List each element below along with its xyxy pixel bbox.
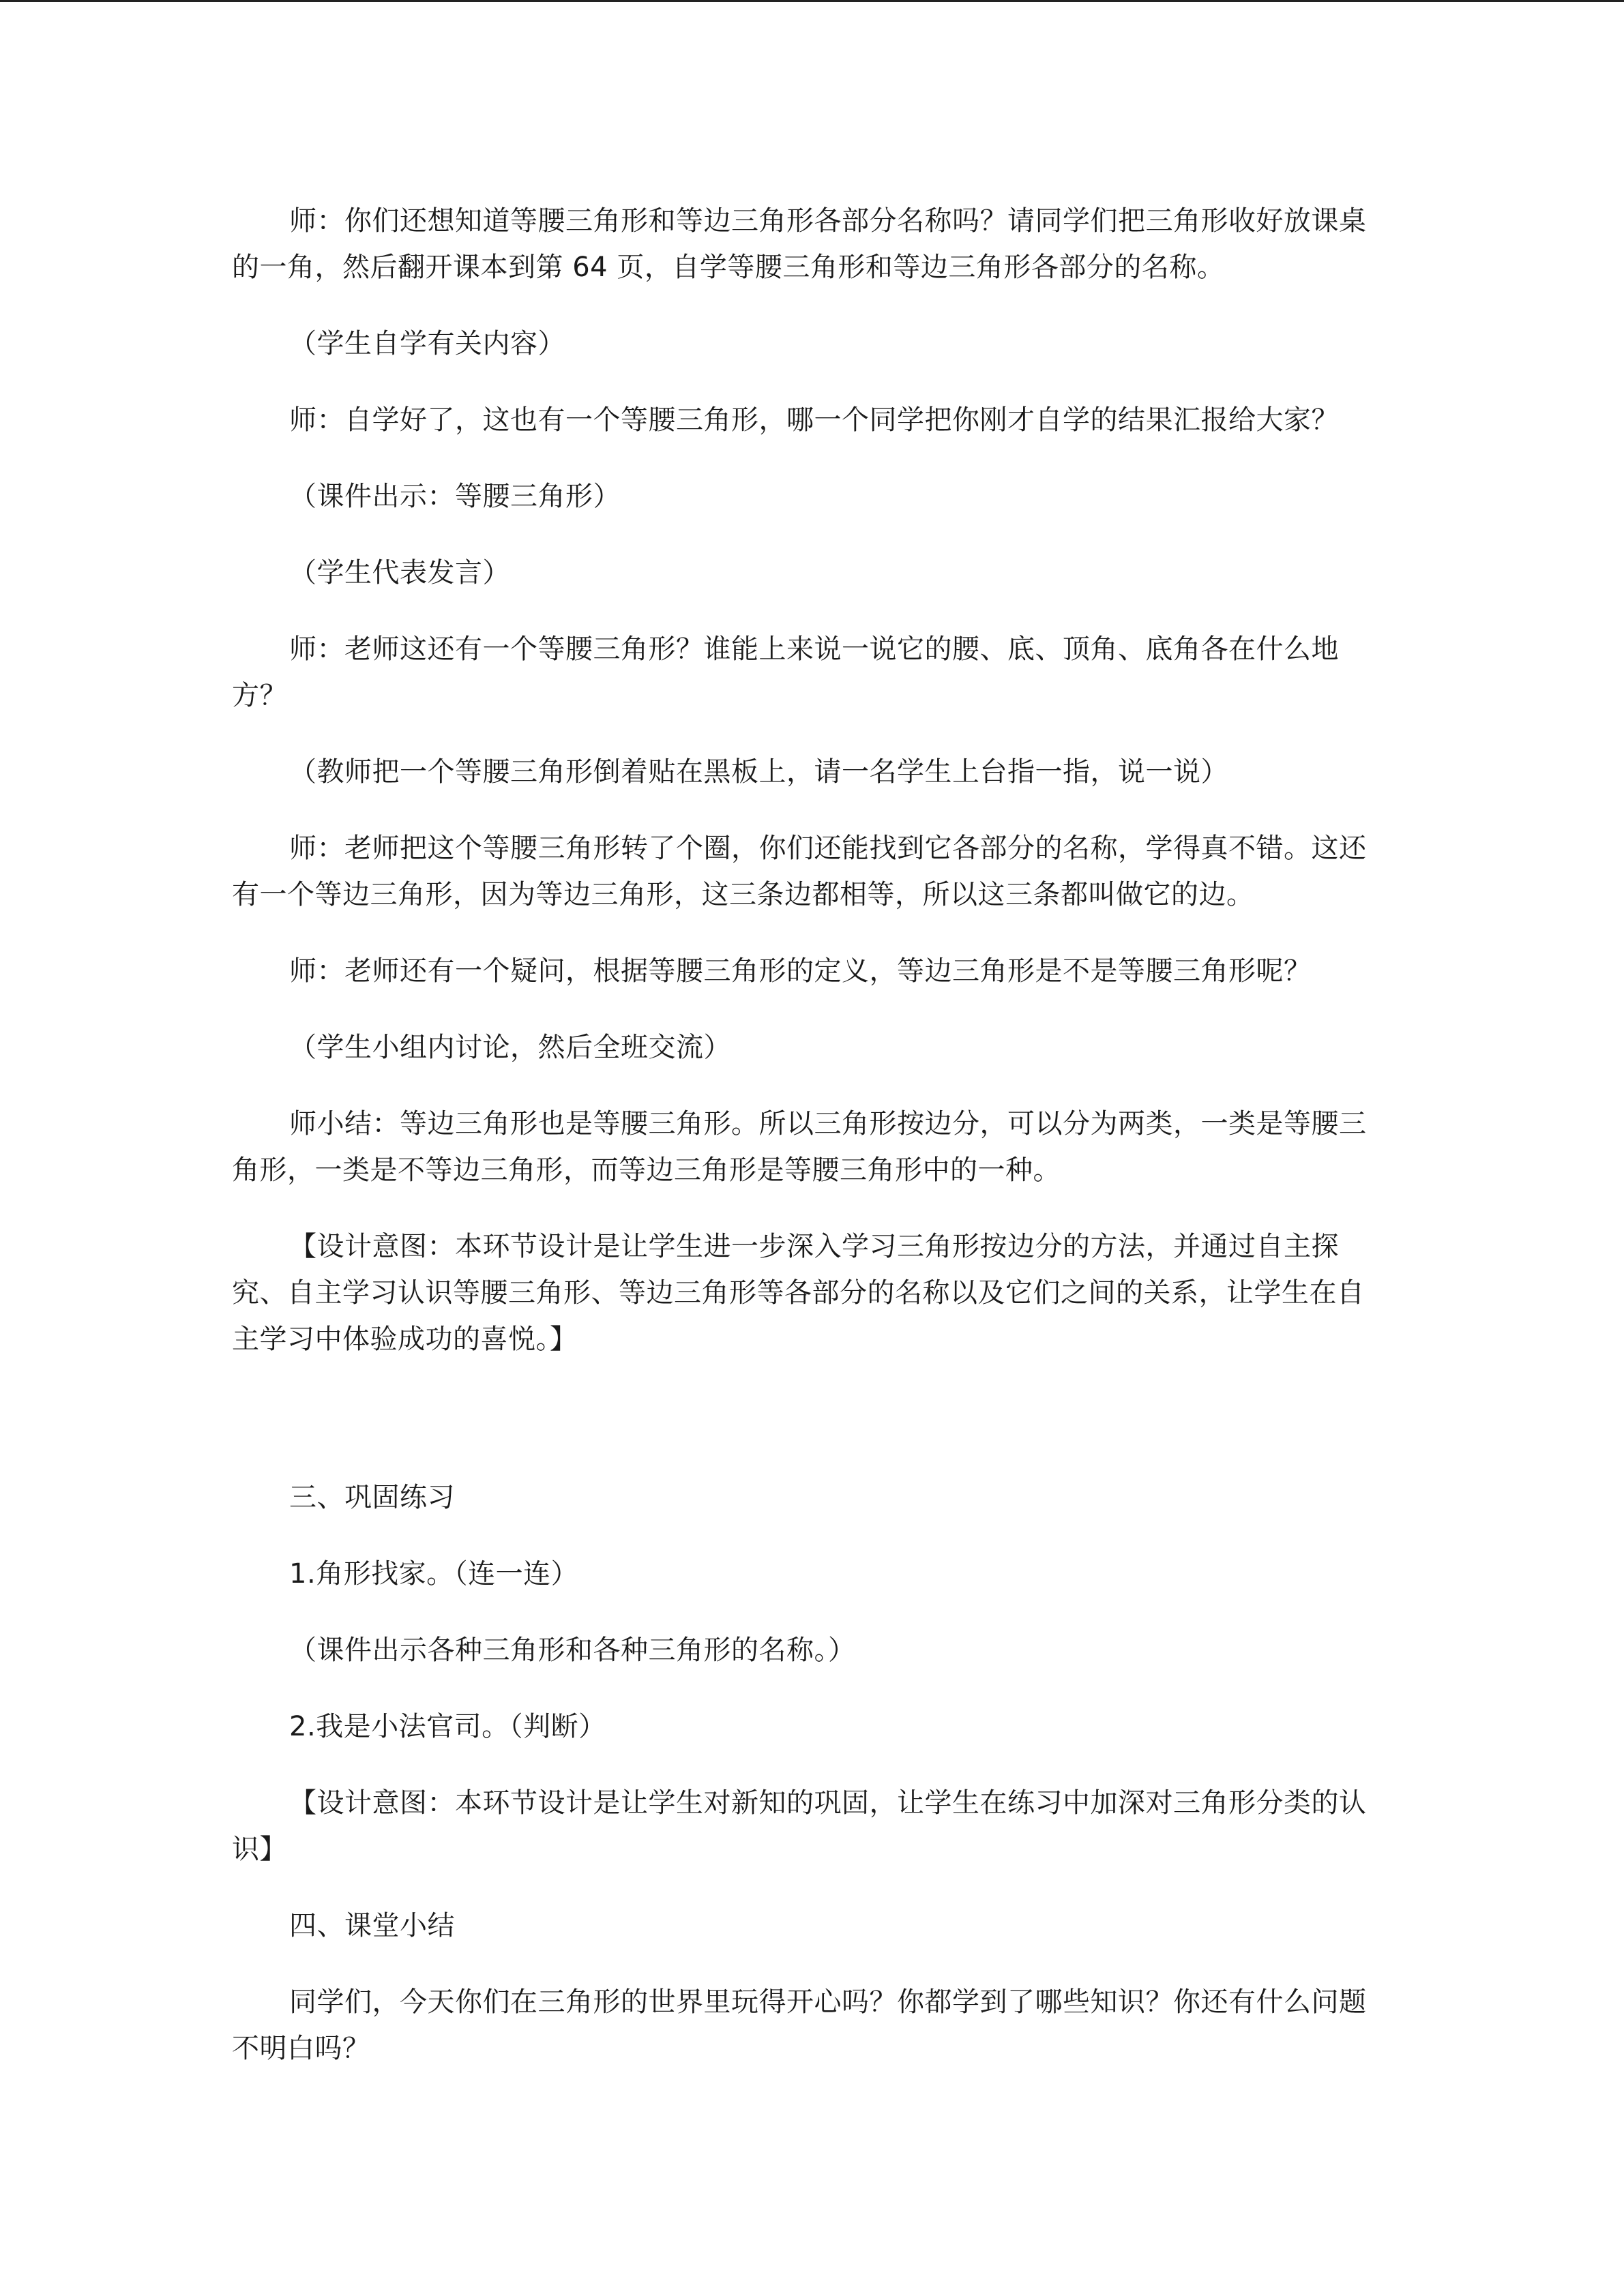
paragraph-teacher-rotate: 师：老师把这个等腰三角形转了个圈，你们还能找到它各部分的名称，学得真不错。这还有一个等边三角形，因为等边三角形，这三条边都相等，所以这三条都叫做它的边。 <box>232 833 1367 910</box>
section-gap <box>232 1392 1378 1474</box>
paragraph-design-intent-2: 【设计意图：本环节设计是让学生对新知的巩固，让学生在练习中加深对三角形分类的认识】 <box>232 1787 1367 1865</box>
section-heading-practice: 三、巩固练习 <box>289 1482 455 1513</box>
paragraph-exercise-2: 2.我是小法官司。（判断） <box>289 1711 606 1742</box>
paragraph-teacher-intro: 师：你们还想知道等腰三角形和等边三角形各部分名称吗？请同学们把三角形收好放课桌的一角，然后翻开课本到第 64 页，自学等腰三角形和等边三角形各部分的名称。 <box>232 205 1367 283</box>
paragraph-teacher-question: 师：老师这还有一个等腰三角形？谁能上来说一说它的腰、底、顶角、底角各在什么地方？ <box>232 633 1339 711</box>
paragraph-closing-questions: 同学们，今天你们在三角形的世界里玩得开心吗？你都学到了哪些知识？你还有什么问题不明白吗？ <box>232 1986 1367 2064</box>
paragraph-group-discussion: （学生小组内讨论，然后全班交流） <box>289 1032 731 1063</box>
paragraph-courseware-names: （课件出示各种三角形和各种三角形的名称。） <box>289 1635 856 1666</box>
paragraph-design-intent-1: 【设计意图：本环节设计是让学生进一步深入学习三角形按边分的方法，并通过自主探究、自主学习认识等腰三角形、等边三角形等各部分的名称以及它们之间的关系，让学生在自主学习中体验成功的喜悦。】 <box>232 1231 1365 1355</box>
page-top-border <box>0 0 1624 2</box>
paragraph-student-self-study: （学生自学有关内容） <box>289 328 565 359</box>
paragraph-courseware-isosceles: （课件出示：等腰三角形） <box>289 481 621 512</box>
paragraph-blackboard: （教师把一个等腰三角形倒着贴在黑板上，请一名学生上台指一指，说一说） <box>289 756 1228 788</box>
paragraph-teacher-doubt: 师：老师还有一个疑问，根据等腰三角形的定义，等边三角形是不是等腰三角形呢？ <box>289 955 1312 987</box>
paragraph-teacher-report: 师：自学好了，这也有一个等腰三角形，哪一个同学把你刚才自学的结果汇报给大家？ <box>289 404 1339 436</box>
paragraph-exercise-1: 1.角形找家。（连一连） <box>289 1558 579 1590</box>
paragraph-teacher-summary: 师小结：等边三角形也是等腰三角形。所以三角形按边分，可以分为两类，一类是等腰三角形，一类是不等边三角形，而等边三角形是等腰三角形中的一种。 <box>232 1108 1367 1186</box>
section-heading-summary: 四、课堂小结 <box>289 1910 455 1941</box>
document-body <box>232 198 1378 2102</box>
paragraph-student-speak: （学生代表发言） <box>289 557 510 588</box>
